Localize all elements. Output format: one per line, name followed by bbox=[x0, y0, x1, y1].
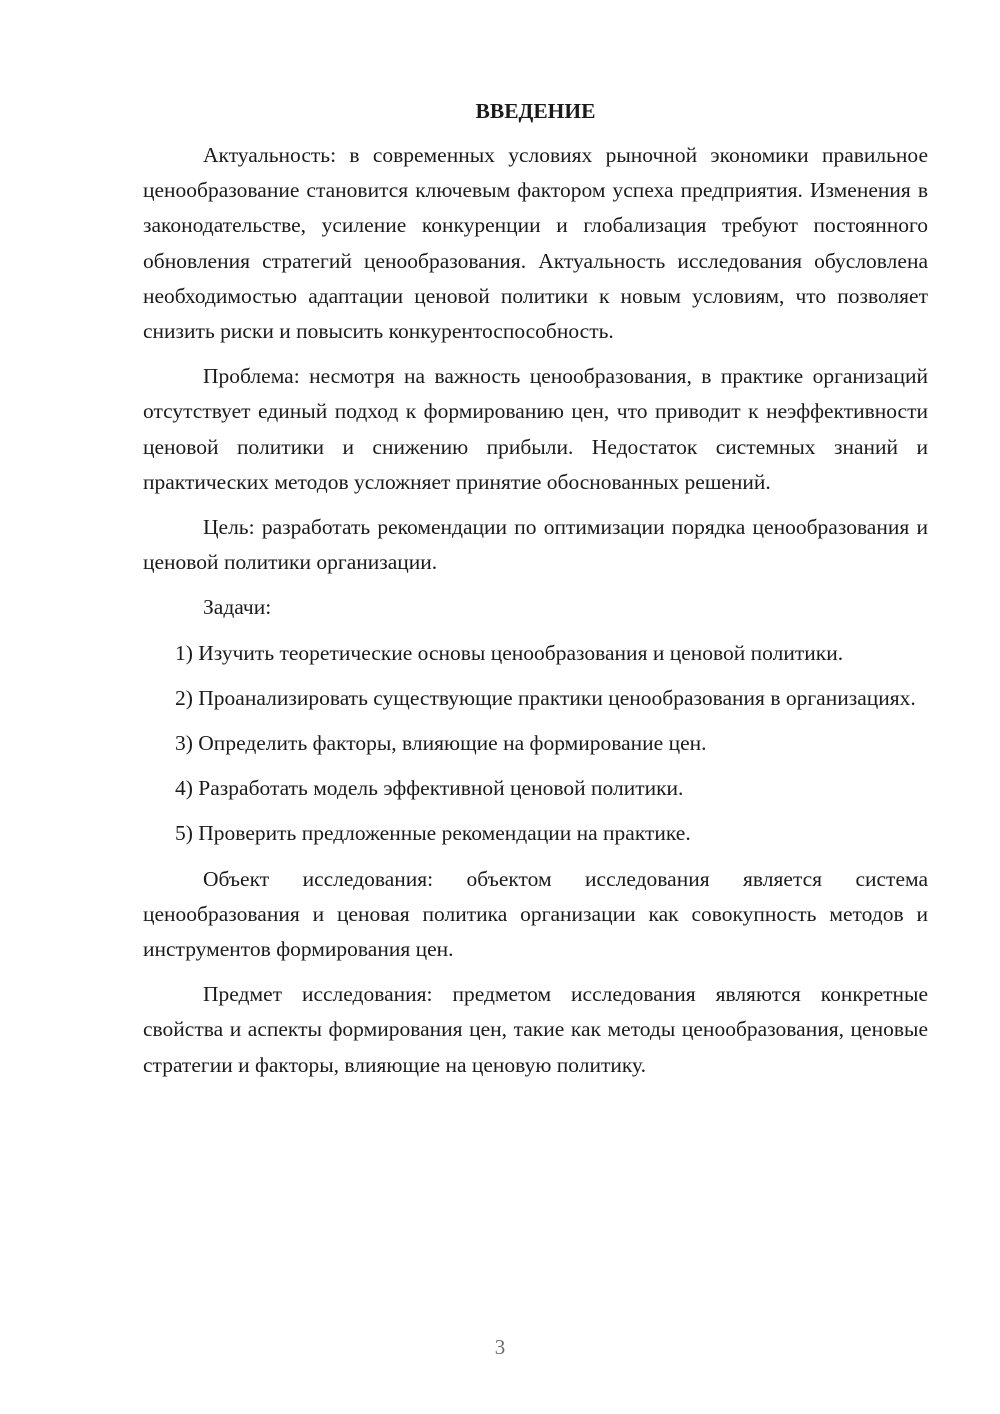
page-content bbox=[143, 95, 928, 1093]
page-title: ВВЕДЕНИЕ bbox=[475, 99, 596, 123]
task-item: 2) Проанализировать существующие практики ценообразования в организациях. bbox=[175, 685, 916, 710]
task-item: 1) Изучить теоретические основы ценообразования и ценовой политики. bbox=[175, 640, 844, 665]
task-item: 4) Разработать модель эффективной ценовой политики. bbox=[175, 776, 684, 801]
task-item: 3) Определить факторы, влияющие на формирование цен. bbox=[175, 731, 707, 756]
goal-paragraph: Цель: разработать рекомендации по оптимизации порядка ценообразования и ценовой политики организации. bbox=[143, 515, 928, 575]
task-item: 5) Проверить предложенные рекомендации на практике. bbox=[175, 821, 691, 846]
tasks-heading: Задачи: bbox=[203, 595, 272, 620]
object-paragraph: Объект исследования: объектом исследования является система ценообразования и ценовая политика организации как совокупность методов и инструментов формирования цен. bbox=[143, 866, 928, 962]
problem-paragraph: Проблема: несмотря на важность ценообразования, в практике организаций отсутствует единый подход к формированию цен, что приводит к неэффективности ценовой политики и снижению прибыли. Недостаток системных знаний и практических методов усложняет принятие обоснованных решений. bbox=[143, 364, 928, 494]
subject-paragraph: Предмет исследования: предметом исследования являются конкретные свойства и аспекты формирования цен, такие как методы ценообразования, ценовые стратегии и факторы, влияющие на ценовую политику. bbox=[143, 982, 928, 1077]
relevance-paragraph: Актуальность: в современных условиях рыночной экономики правильное ценообразование становится ключевым фактором успеха предприятия. Изменения в законодательстве, усиление конкуренции и глобализация требуют постоянного обновления стратегий ценообразования. Актуальность исследования обусловлена необходимостью адаптации ценовой политики к новым условиям, что позволяет снизить риски и повысить конкурентоспособность. bbox=[143, 143, 928, 344]
page-number: 3 bbox=[494, 1335, 506, 1359]
